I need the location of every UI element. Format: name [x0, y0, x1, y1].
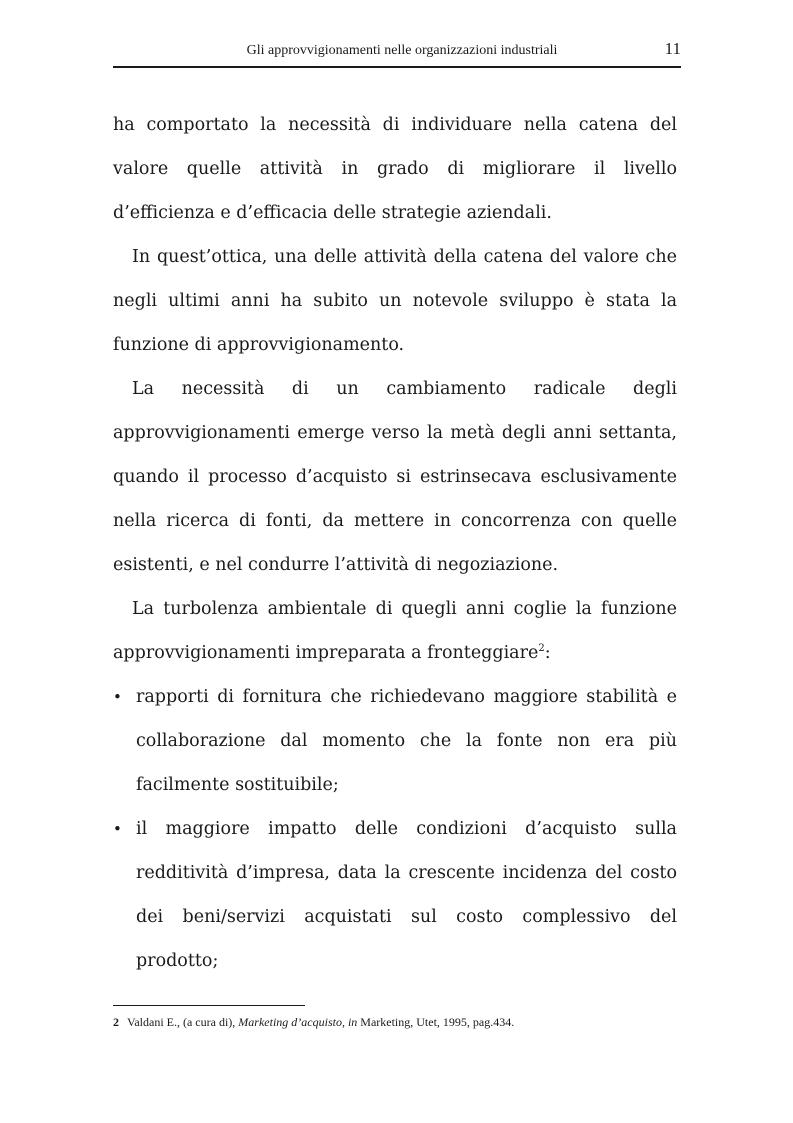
paragraph-4 [113, 587, 677, 675]
bullet-list [113, 675, 677, 983]
running-title: Gli approvvigionamenti nelle organizzazioni industriali [246, 43, 558, 58]
paragraph-1: ha comportato la necessità di individuare nella catena del valore quelle attività in grado di migliorare il livello d’efficienza e d’efficacia delle strategie aziendali. [113, 115, 677, 223]
footnote [113, 1014, 677, 1030]
paragraph-2: In quest’ottica, una delle attività della catena del valore che negli ultimi anni ha subito un notevole sviluppo è stata la funzione di approvvigionamento. [113, 247, 677, 355]
page-header [113, 38, 681, 68]
main-text [113, 103, 677, 983]
footnote-number: 2 [113, 1015, 119, 1029]
footnote-author: Valdani E., (a cura di), [127, 1015, 239, 1029]
paragraph-3: La necessità di un cambiamento radicale degli approvvigionamenti emerge verso la metà degli anni settanta, quando il processo d’acquisto si estrinsecava esclusivamente nella ricerca di fonti, da mettere in concorrenza con quelle esistenti, e nel condurre l’attività di negoziazione. [113, 379, 677, 575]
footnote-reference[interactable]: 2 [538, 643, 545, 654]
bullet-icon: • [113, 688, 122, 706]
bullet-icon: • [113, 820, 122, 838]
footnote-title: Marketing d’acquisto, in [238, 1015, 361, 1029]
page-number: 11 [664, 39, 681, 58]
list-item-text: rapporti di fornitura che richiedevano maggiore stabilità e collaborazione dal momento che la fonte non era più facilmente sostituibile; [136, 687, 677, 795]
footnote-publication: Marketing, Utet, 1995, pag.434. [360, 1015, 515, 1029]
list-item-text: il maggiore impatto delle condizioni d’acquisto sulla redditività d’impresa, data la crescente incidenza del costo dei beni/servizi acquistati sul costo complessivo del prodotto; [136, 819, 677, 971]
paragraph-4-colon: : [544, 643, 551, 663]
paragraph-4-text: La turbolenza ambientale di quegli anni coglie la funzione approvvigionamenti impreparata a fronteggiare [113, 599, 677, 663]
list-item [113, 675, 677, 807]
footnote-divider [113, 1005, 305, 1006]
list-item [113, 807, 677, 983]
